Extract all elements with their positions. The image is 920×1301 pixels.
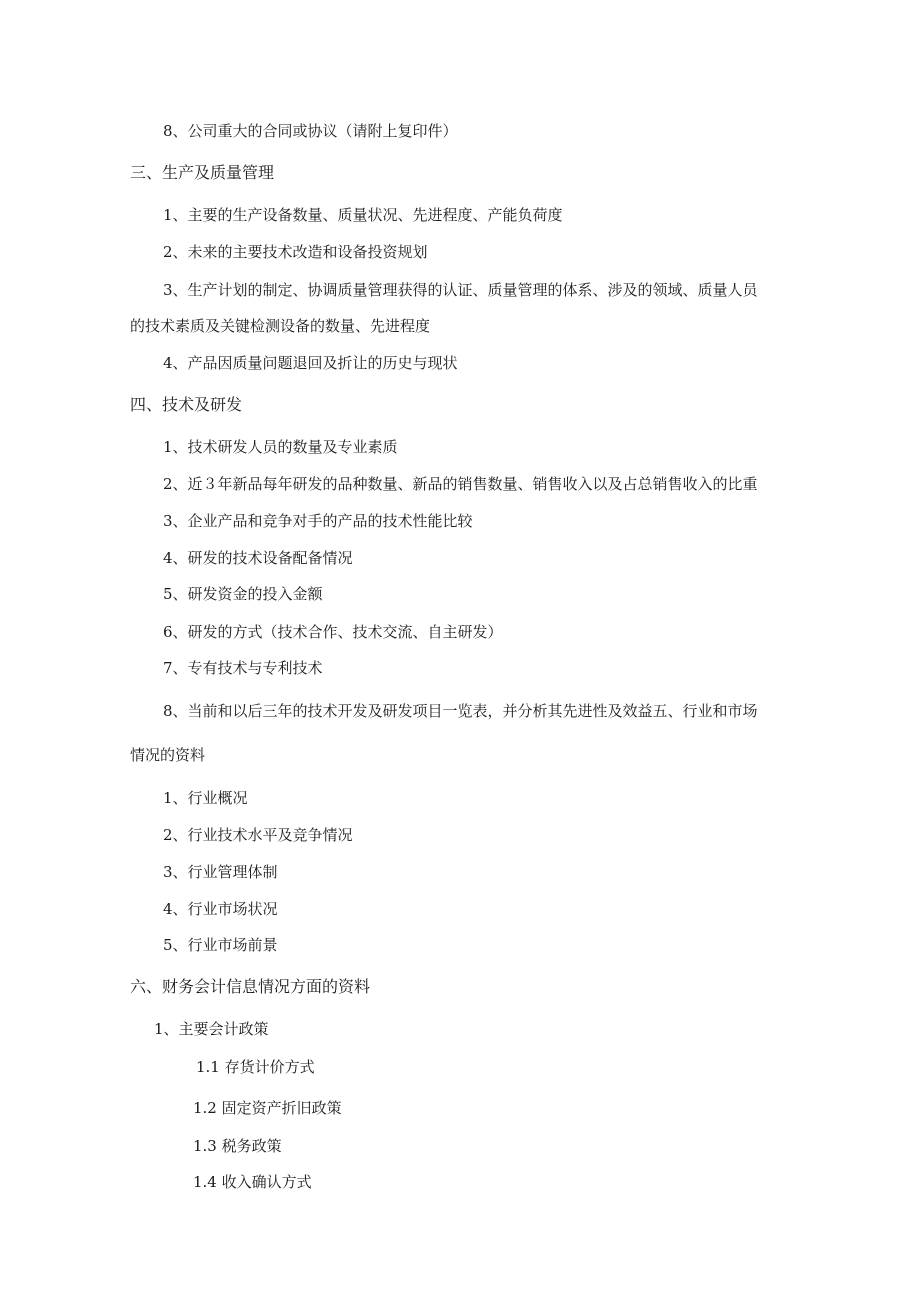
item-rd-methods: 6、研发的方式（技术合作、技术交流、自主研发） [163,623,503,641]
subitem-depreciation-policy: 1.2 固定资产折旧政策 [193,1099,342,1117]
section-heading-production-quality: 三、生产及质量管理 [130,163,275,182]
section-heading-tech-rd: 四、技术及研发 [130,395,243,414]
item-contracts: 8、公司重大的合同或协议（请附上复印件） [163,122,458,140]
item-new-products: 2、近３年新品每年研发的品种数量、新品的销售数量、销售收入以及占总销售收入的比重 [163,475,758,493]
subitem-revenue-recognition: 1.4 收入确认方式 [193,1173,312,1191]
item-accounting-policies: 1、主要会计政策 [154,1020,269,1038]
item-production-equipment: 1、主要的生产设备数量、质量状况、先进程度、产能负荷度 [163,206,563,224]
item-industry-management: 3、行业管理体制 [163,863,278,881]
item-industry-tech-level: 2、行业技术水平及竞争情况 [163,826,353,844]
subitem-tax-policy: 1.3 税务政策 [193,1137,282,1155]
item-industry-market-outlook: 5、行业市场前景 [163,936,278,954]
item-competitor-comparison: 3、企业产品和竞争对手的产品的技术性能比较 [163,512,473,530]
item-rd-funding: 5、研发资金的投入金额 [163,585,323,603]
subitem-inventory-valuation: 1.1 存货计价方式 [196,1058,315,1076]
item-patents: 7、专有技术与专利技术 [163,659,323,677]
item-rd-projects: 8、当前和以后三年的技术开发及研发项目一览表，并分析其先进性及效益五、行业和市场 [163,702,758,720]
item-industry-overview: 1、行业概况 [163,789,248,807]
item-rd-equipment: 4、研发的技术设备配备情况 [163,549,353,567]
item-production-planning: 3、生产计划的制定、协调质量管理获得的认证、质量管理的体系、涉及的领域、质量人员 [163,281,758,299]
item-rd-projects-cont: 情况的资料 [130,746,206,764]
item-production-planning-cont: 的技术素质及关键检测设备的数量、先进程度 [130,317,431,335]
item-tech-upgrade-plan: 2、未来的主要技术改造和设备投资规划 [163,243,428,261]
section-heading-finance: 六、财务会计信息情况方面的资料 [130,977,371,996]
item-quality-returns: 4、产品因质量问题退回及折让的历史与现状 [163,354,458,372]
item-rd-staff: 1、技术研发人员的数量及专业素质 [163,438,398,456]
item-industry-market-status: 4、行业市场状况 [163,900,278,918]
